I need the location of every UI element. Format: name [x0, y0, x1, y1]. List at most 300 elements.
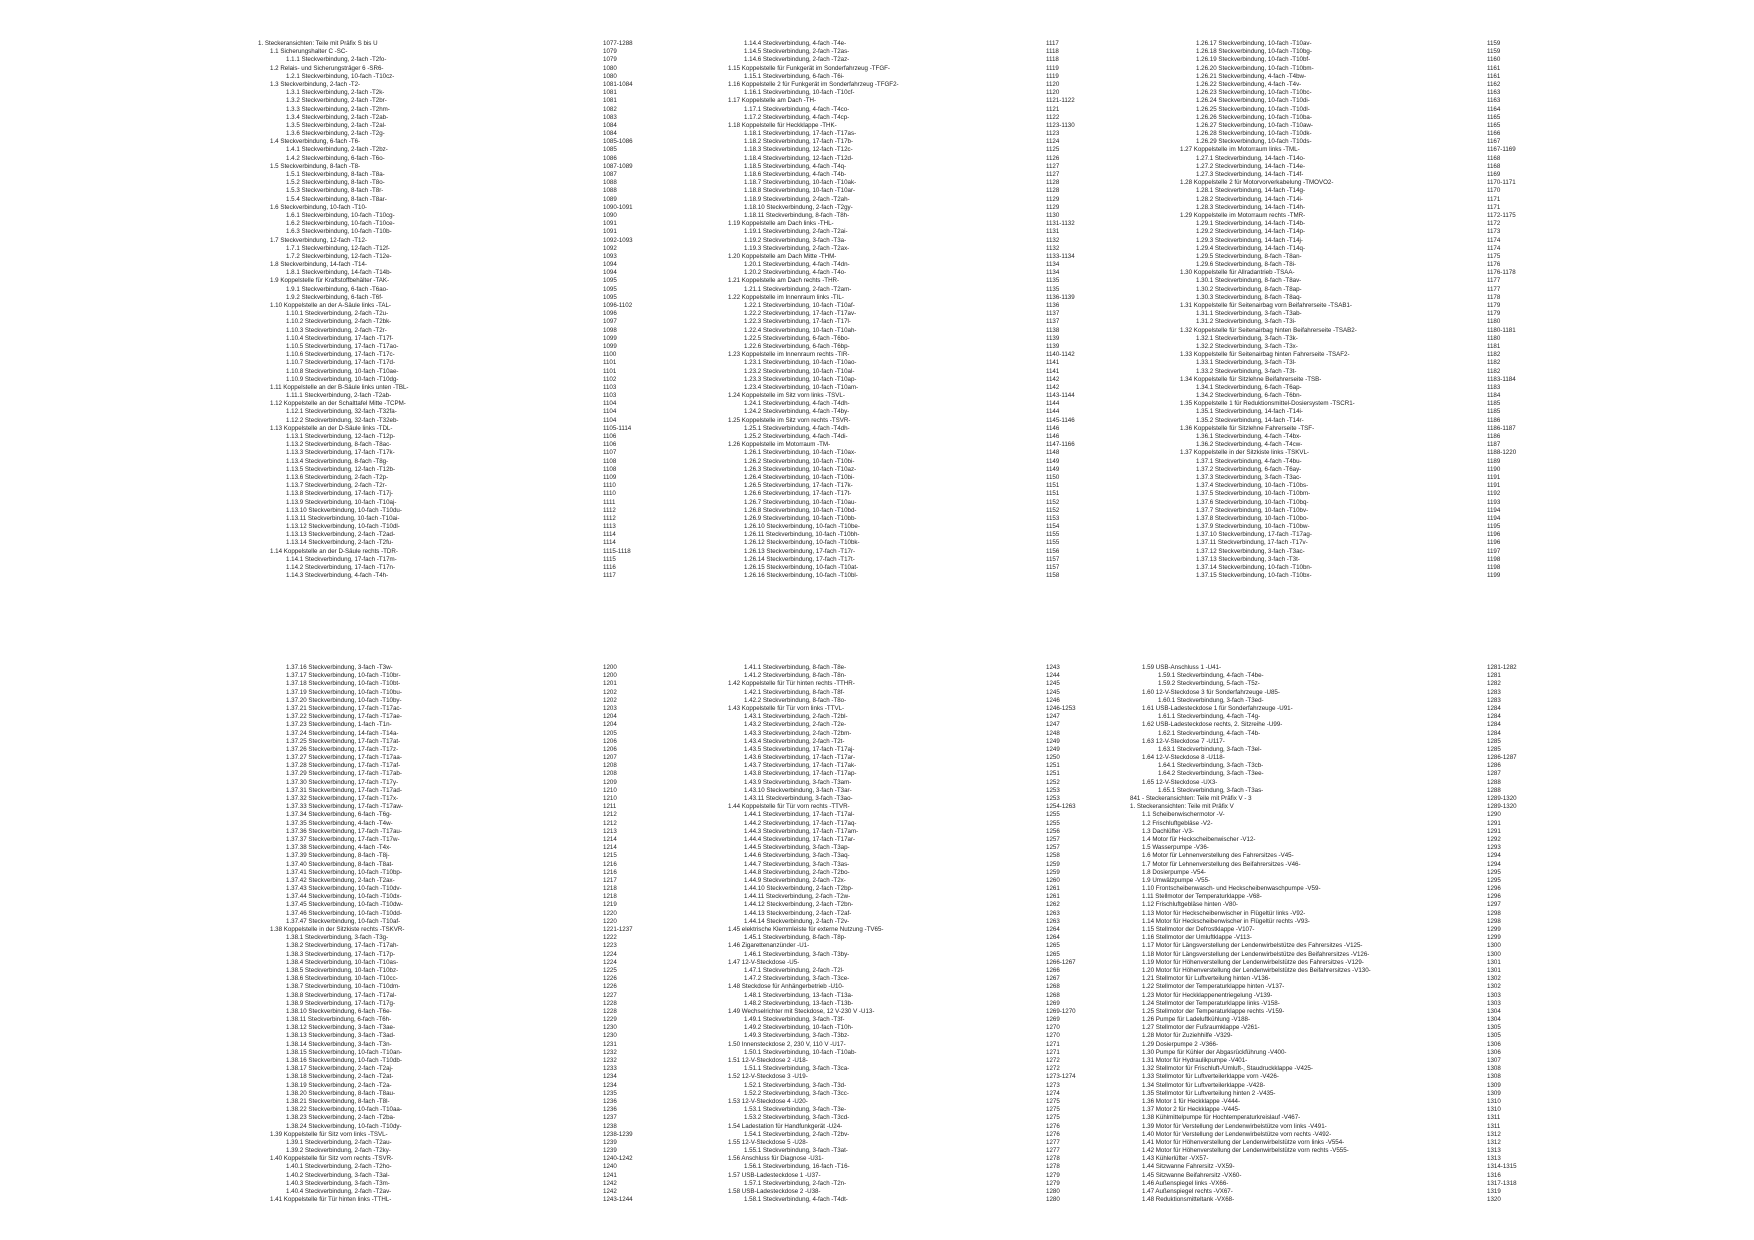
toc-entry[interactable] — [258, 1057, 638, 1065]
toc-entry[interactable] — [1168, 572, 1528, 580]
toc-entry[interactable] — [258, 245, 638, 253]
toc-entry[interactable] — [716, 1131, 1086, 1139]
toc-entry[interactable] — [1168, 466, 1528, 474]
toc-entry[interactable] — [258, 507, 638, 515]
toc-entry[interactable] — [258, 1196, 638, 1204]
toc-entry[interactable] — [716, 237, 1086, 245]
toc-entry[interactable] — [258, 730, 638, 738]
toc-entry[interactable] — [1130, 926, 1530, 934]
toc-entry[interactable] — [1130, 893, 1530, 901]
toc-entry[interactable] — [258, 1000, 638, 1008]
toc-entry[interactable] — [258, 310, 638, 318]
toc-entry[interactable] — [716, 179, 1086, 187]
toc-entry[interactable] — [258, 572, 638, 580]
toc-entry[interactable] — [1130, 672, 1530, 680]
toc-entry[interactable] — [716, 56, 1086, 64]
toc-entry[interactable] — [258, 918, 638, 926]
toc-entry[interactable] — [716, 269, 1086, 277]
toc-entry[interactable] — [258, 1123, 638, 1131]
toc-entry[interactable] — [716, 359, 1086, 367]
toc-entry[interactable] — [1168, 114, 1528, 122]
toc-entry[interactable] — [1130, 1106, 1530, 1114]
toc-entry[interactable] — [1130, 861, 1530, 869]
toc-entry[interactable] — [716, 531, 1086, 539]
toc-entry[interactable] — [1168, 490, 1528, 498]
toc-entry[interactable] — [1130, 738, 1530, 746]
toc-entry[interactable] — [716, 1024, 1086, 1032]
toc-entry[interactable] — [1130, 1139, 1530, 1147]
toc-entry[interactable] — [1130, 680, 1530, 688]
toc-entry[interactable] — [716, 852, 1086, 860]
toc-entry[interactable] — [716, 515, 1086, 523]
toc-entry[interactable] — [716, 417, 1086, 425]
toc-entry[interactable] — [1168, 515, 1528, 523]
toc-entry[interactable] — [716, 721, 1086, 729]
toc-entry[interactable] — [716, 672, 1086, 680]
toc-entry[interactable] — [1168, 392, 1528, 400]
toc-entry[interactable] — [716, 499, 1086, 507]
toc-entry[interactable] — [1130, 934, 1530, 942]
toc-entry[interactable] — [258, 294, 638, 302]
toc-entry[interactable] — [1130, 844, 1530, 852]
toc-entry[interactable] — [716, 803, 1086, 811]
toc-entry[interactable] — [716, 482, 1086, 490]
toc-entry[interactable] — [716, 302, 1086, 310]
toc-entry[interactable] — [1168, 556, 1528, 564]
toc-entry[interactable] — [258, 1139, 638, 1147]
toc-entry[interactable] — [258, 482, 638, 490]
toc-entry[interactable] — [716, 351, 1086, 359]
toc-entry[interactable] — [258, 417, 638, 425]
toc-entry[interactable] — [716, 1098, 1086, 1106]
toc-entry[interactable] — [258, 828, 638, 836]
toc-entry[interactable] — [1168, 220, 1528, 228]
toc-entry[interactable] — [258, 171, 638, 179]
toc-entry[interactable] — [1130, 664, 1530, 672]
toc-entry[interactable] — [1130, 762, 1530, 770]
toc-entry[interactable] — [258, 1131, 638, 1139]
toc-entry[interactable] — [1168, 138, 1528, 146]
toc-entry[interactable] — [258, 705, 638, 713]
toc-entry[interactable] — [716, 992, 1086, 1000]
toc-entry[interactable] — [1130, 967, 1530, 975]
toc-entry[interactable] — [258, 942, 638, 950]
toc-entry[interactable] — [258, 106, 638, 114]
toc-entry[interactable] — [1168, 359, 1528, 367]
toc-entry[interactable] — [1168, 507, 1528, 515]
toc-entry[interactable] — [1130, 1123, 1530, 1131]
toc-entry[interactable] — [716, 869, 1086, 877]
toc-entry[interactable] — [1130, 828, 1530, 836]
toc-entry[interactable] — [258, 1147, 638, 1155]
toc-entry[interactable] — [716, 918, 1086, 926]
toc-entry[interactable] — [716, 926, 1086, 934]
toc-entry[interactable] — [716, 713, 1086, 721]
toc-entry[interactable] — [258, 114, 638, 122]
toc-entry[interactable] — [1130, 992, 1530, 1000]
toc-entry[interactable] — [1130, 975, 1530, 983]
toc-entry[interactable] — [258, 1082, 638, 1090]
toc-entry[interactable] — [716, 811, 1086, 819]
toc-entry[interactable] — [716, 820, 1086, 828]
toc-entry[interactable] — [1130, 877, 1530, 885]
toc-entry[interactable] — [258, 721, 638, 729]
toc-entry[interactable] — [258, 1049, 638, 1057]
toc-entry[interactable] — [258, 1163, 638, 1171]
toc-entry[interactable] — [1168, 155, 1528, 163]
toc-entry[interactable] — [1168, 245, 1528, 253]
toc-entry[interactable] — [716, 138, 1086, 146]
toc-entry[interactable] — [1130, 770, 1530, 778]
toc-entry[interactable] — [258, 820, 638, 828]
toc-entry[interactable] — [258, 803, 638, 811]
toc-entry[interactable] — [258, 441, 638, 449]
toc-entry[interactable] — [258, 163, 638, 171]
toc-entry[interactable] — [716, 228, 1086, 236]
toc-entry[interactable] — [716, 877, 1086, 885]
toc-entry[interactable] — [258, 237, 638, 245]
toc-entry[interactable] — [716, 1180, 1086, 1188]
toc-entry[interactable] — [1168, 302, 1528, 310]
toc-entry[interactable] — [716, 754, 1086, 762]
toc-entry[interactable] — [258, 975, 638, 983]
toc-entry[interactable] — [258, 204, 638, 212]
toc-entry[interactable] — [1130, 885, 1530, 893]
toc-entry[interactable] — [716, 548, 1086, 556]
toc-entry[interactable] — [1168, 335, 1528, 343]
toc-entry[interactable] — [716, 65, 1086, 73]
toc-entry[interactable] — [1130, 721, 1530, 729]
toc-entry[interactable] — [716, 466, 1086, 474]
toc-entry[interactable] — [258, 286, 638, 294]
toc-entry[interactable] — [716, 795, 1086, 803]
toc-entry[interactable] — [1130, 901, 1530, 909]
toc-entry[interactable] — [1130, 942, 1530, 950]
toc-entry[interactable] — [1168, 318, 1528, 326]
toc-entry[interactable] — [258, 400, 638, 408]
toc-entry[interactable] — [258, 926, 638, 934]
toc-entry[interactable] — [716, 89, 1086, 97]
toc-entry[interactable] — [716, 204, 1086, 212]
toc-entry[interactable] — [716, 828, 1086, 836]
toc-entry[interactable] — [258, 697, 638, 705]
toc-entry[interactable] — [258, 1155, 638, 1163]
toc-entry[interactable] — [1168, 417, 1528, 425]
toc-entry[interactable] — [716, 81, 1086, 89]
toc-entry[interactable] — [716, 787, 1086, 795]
toc-entry[interactable] — [1168, 384, 1528, 392]
toc-entry[interactable] — [258, 359, 638, 367]
toc-entry[interactable] — [1168, 253, 1528, 261]
toc-entry[interactable] — [258, 65, 638, 73]
toc-entry[interactable] — [1168, 474, 1528, 482]
toc-entry[interactable] — [258, 48, 638, 56]
toc-entry[interactable] — [1168, 48, 1528, 56]
toc-entry[interactable] — [1130, 1041, 1530, 1049]
toc-entry[interactable] — [716, 408, 1086, 416]
toc-entry[interactable] — [716, 1123, 1086, 1131]
toc-entry[interactable] — [258, 351, 638, 359]
toc-entry[interactable] — [1168, 122, 1528, 130]
toc-entry[interactable] — [1130, 1155, 1530, 1163]
toc-entry[interactable] — [258, 861, 638, 869]
toc-entry[interactable] — [1130, 1147, 1530, 1155]
toc-entry[interactable] — [1130, 1000, 1530, 1008]
toc-entry[interactable] — [1168, 204, 1528, 212]
toc-entry[interactable] — [1168, 433, 1528, 441]
toc-entry[interactable] — [1168, 65, 1528, 73]
toc-entry[interactable] — [716, 556, 1086, 564]
toc-entry[interactable] — [258, 1114, 638, 1122]
toc-entry[interactable] — [258, 992, 638, 1000]
toc-entry[interactable] — [258, 1008, 638, 1016]
toc-entry[interactable] — [716, 1155, 1086, 1163]
toc-entry[interactable] — [716, 286, 1086, 294]
toc-entry[interactable] — [716, 122, 1086, 130]
toc-entry[interactable] — [716, 1172, 1086, 1180]
toc-entry[interactable] — [716, 327, 1086, 335]
toc-entry[interactable] — [1130, 1188, 1530, 1196]
toc-entry[interactable] — [258, 220, 638, 228]
toc-entry[interactable] — [1130, 1016, 1530, 1024]
toc-entry[interactable] — [258, 302, 638, 310]
toc-entry[interactable] — [716, 967, 1086, 975]
toc-entry[interactable] — [258, 269, 638, 277]
toc-entry[interactable] — [1130, 713, 1530, 721]
toc-entry[interactable] — [258, 261, 638, 269]
toc-entry[interactable] — [258, 1032, 638, 1040]
toc-entry[interactable] — [1130, 697, 1530, 705]
toc-entry[interactable] — [258, 408, 638, 416]
toc-entry[interactable] — [1168, 294, 1528, 302]
toc-entry[interactable] — [1130, 1082, 1530, 1090]
toc-entry[interactable] — [1130, 1131, 1530, 1139]
toc-entry[interactable] — [1168, 351, 1528, 359]
toc-entry[interactable] — [258, 1024, 638, 1032]
toc-entry[interactable] — [258, 1180, 638, 1188]
toc-entry[interactable] — [1130, 1024, 1530, 1032]
toc-entry[interactable] — [716, 1016, 1086, 1024]
toc-entry[interactable] — [716, 564, 1086, 572]
toc-entry[interactable] — [258, 499, 638, 507]
toc-entry[interactable] — [1130, 869, 1530, 877]
toc-entry[interactable] — [716, 294, 1086, 302]
toc-entry[interactable] — [258, 81, 638, 89]
toc-entry[interactable] — [716, 458, 1086, 466]
toc-entry[interactable] — [1168, 228, 1528, 236]
toc-entry[interactable] — [258, 1098, 638, 1106]
toc-entry[interactable] — [258, 762, 638, 770]
toc-entry[interactable] — [1168, 89, 1528, 97]
toc-entry[interactable] — [1168, 523, 1528, 531]
toc-entry[interactable] — [1130, 754, 1530, 762]
toc-entry[interactable] — [258, 754, 638, 762]
toc-entry[interactable] — [716, 400, 1086, 408]
toc-entry[interactable] — [716, 680, 1086, 688]
toc-entry[interactable] — [258, 458, 638, 466]
toc-entry[interactable] — [1130, 918, 1530, 926]
toc-entry[interactable] — [1130, 1008, 1530, 1016]
toc-entry[interactable] — [1168, 482, 1528, 490]
toc-entry[interactable] — [258, 368, 638, 376]
toc-entry[interactable] — [258, 187, 638, 195]
toc-entry[interactable] — [1130, 746, 1530, 754]
toc-entry[interactable] — [258, 877, 638, 885]
toc-entry[interactable] — [258, 951, 638, 959]
toc-entry[interactable] — [1168, 441, 1528, 449]
toc-entry[interactable] — [258, 474, 638, 482]
toc-entry[interactable] — [258, 795, 638, 803]
toc-entry[interactable] — [1168, 97, 1528, 105]
toc-entry[interactable] — [716, 738, 1086, 746]
toc-entry[interactable] — [716, 392, 1086, 400]
toc-entry[interactable] — [716, 376, 1086, 384]
toc-entry[interactable] — [716, 959, 1086, 967]
toc-entry[interactable] — [1130, 1180, 1530, 1188]
toc-entry[interactable] — [258, 318, 638, 326]
toc-entry[interactable] — [716, 705, 1086, 713]
toc-entry[interactable] — [1130, 910, 1530, 918]
toc-entry[interactable] — [716, 277, 1086, 285]
toc-entry[interactable] — [716, 474, 1086, 482]
toc-entry[interactable] — [716, 196, 1086, 204]
toc-entry[interactable] — [258, 959, 638, 967]
toc-entry[interactable] — [1168, 73, 1528, 81]
toc-entry[interactable] — [716, 689, 1086, 697]
toc-entry[interactable] — [716, 220, 1086, 228]
toc-entry[interactable] — [716, 490, 1086, 498]
toc-entry[interactable] — [716, 507, 1086, 515]
toc-entry[interactable] — [258, 787, 638, 795]
toc-entry[interactable] — [716, 523, 1086, 531]
toc-entry[interactable] — [258, 531, 638, 539]
toc-entry[interactable] — [1130, 1057, 1530, 1065]
toc-entry[interactable] — [258, 384, 638, 392]
toc-entry[interactable] — [716, 73, 1086, 81]
toc-entry[interactable] — [258, 392, 638, 400]
toc-entry[interactable] — [1168, 310, 1528, 318]
toc-entry[interactable] — [716, 1000, 1086, 1008]
toc-entry[interactable] — [258, 967, 638, 975]
toc-entry[interactable] — [258, 564, 638, 572]
toc-entry[interactable] — [258, 73, 638, 81]
toc-entry[interactable] — [1130, 852, 1530, 860]
toc-entry[interactable] — [716, 155, 1086, 163]
toc-entry[interactable] — [1130, 689, 1530, 697]
toc-entry[interactable] — [716, 1041, 1086, 1049]
toc-entry[interactable] — [716, 901, 1086, 909]
toc-entry[interactable] — [716, 171, 1086, 179]
toc-entry[interactable] — [1130, 803, 1530, 811]
toc-entry[interactable] — [258, 343, 638, 351]
toc-entry[interactable] — [716, 539, 1086, 547]
toc-entry[interactable] — [258, 1041, 638, 1049]
toc-entry[interactable] — [716, 245, 1086, 253]
toc-entry[interactable] — [258, 122, 638, 130]
toc-entry[interactable] — [716, 893, 1086, 901]
toc-entry[interactable] — [716, 253, 1086, 261]
toc-entry[interactable] — [1168, 531, 1528, 539]
toc-entry[interactable] — [258, 212, 638, 220]
toc-entry[interactable] — [1168, 179, 1528, 187]
toc-entry[interactable] — [716, 318, 1086, 326]
toc-entry[interactable] — [716, 861, 1086, 869]
toc-entry[interactable] — [1168, 408, 1528, 416]
toc-entry[interactable] — [1130, 811, 1530, 819]
toc-entry[interactable] — [716, 572, 1086, 580]
toc-entry[interactable] — [1130, 951, 1530, 959]
toc-entry[interactable] — [258, 836, 638, 844]
toc-entry[interactable] — [716, 942, 1086, 950]
toc-entry[interactable] — [716, 449, 1086, 457]
toc-entry[interactable] — [716, 106, 1086, 114]
toc-entry[interactable] — [258, 40, 638, 48]
toc-entry[interactable] — [716, 441, 1086, 449]
toc-entry[interactable] — [716, 425, 1086, 433]
toc-entry[interactable] — [716, 187, 1086, 195]
toc-entry[interactable] — [258, 844, 638, 852]
toc-entry[interactable] — [1168, 368, 1528, 376]
toc-entry[interactable] — [1130, 1114, 1530, 1122]
toc-entry[interactable] — [716, 1049, 1086, 1057]
toc-entry[interactable] — [258, 327, 638, 335]
toc-entry[interactable] — [1168, 106, 1528, 114]
toc-entry[interactable] — [1168, 539, 1528, 547]
toc-entry[interactable] — [716, 746, 1086, 754]
toc-entry[interactable] — [258, 779, 638, 787]
toc-entry[interactable] — [1130, 983, 1530, 991]
toc-entry[interactable] — [1168, 146, 1528, 154]
toc-entry[interactable] — [258, 556, 638, 564]
toc-entry[interactable] — [1168, 81, 1528, 89]
toc-entry[interactable] — [1168, 187, 1528, 195]
toc-entry[interactable] — [258, 490, 638, 498]
toc-entry[interactable] — [1168, 237, 1528, 245]
toc-entry[interactable] — [716, 1090, 1086, 1098]
toc-entry[interactable] — [716, 844, 1086, 852]
toc-entry[interactable] — [258, 253, 638, 261]
toc-entry[interactable] — [716, 730, 1086, 738]
toc-entry[interactable] — [716, 261, 1086, 269]
toc-entry[interactable] — [716, 1008, 1086, 1016]
toc-entry[interactable] — [1130, 1196, 1530, 1204]
toc-entry[interactable] — [716, 368, 1086, 376]
toc-entry[interactable] — [258, 539, 638, 547]
toc-entry[interactable] — [258, 1188, 638, 1196]
toc-entry[interactable] — [258, 228, 638, 236]
toc-entry[interactable] — [258, 515, 638, 523]
toc-entry[interactable] — [258, 680, 638, 688]
toc-entry[interactable] — [258, 664, 638, 672]
toc-entry[interactable] — [716, 770, 1086, 778]
toc-entry[interactable] — [258, 1106, 638, 1114]
toc-entry[interactable] — [1168, 548, 1528, 556]
toc-entry[interactable] — [258, 1016, 638, 1024]
toc-entry[interactable] — [1130, 705, 1530, 713]
toc-entry[interactable] — [1130, 1049, 1530, 1057]
toc-entry[interactable] — [1130, 795, 1530, 803]
toc-entry[interactable] — [258, 155, 638, 163]
toc-entry[interactable] — [1168, 212, 1528, 220]
toc-entry[interactable] — [258, 89, 638, 97]
toc-entry[interactable] — [1168, 196, 1528, 204]
toc-entry[interactable] — [258, 335, 638, 343]
toc-entry[interactable] — [716, 384, 1086, 392]
toc-entry[interactable] — [716, 212, 1086, 220]
toc-entry[interactable] — [716, 1032, 1086, 1040]
toc-entry[interactable] — [716, 48, 1086, 56]
toc-entry[interactable] — [258, 433, 638, 441]
